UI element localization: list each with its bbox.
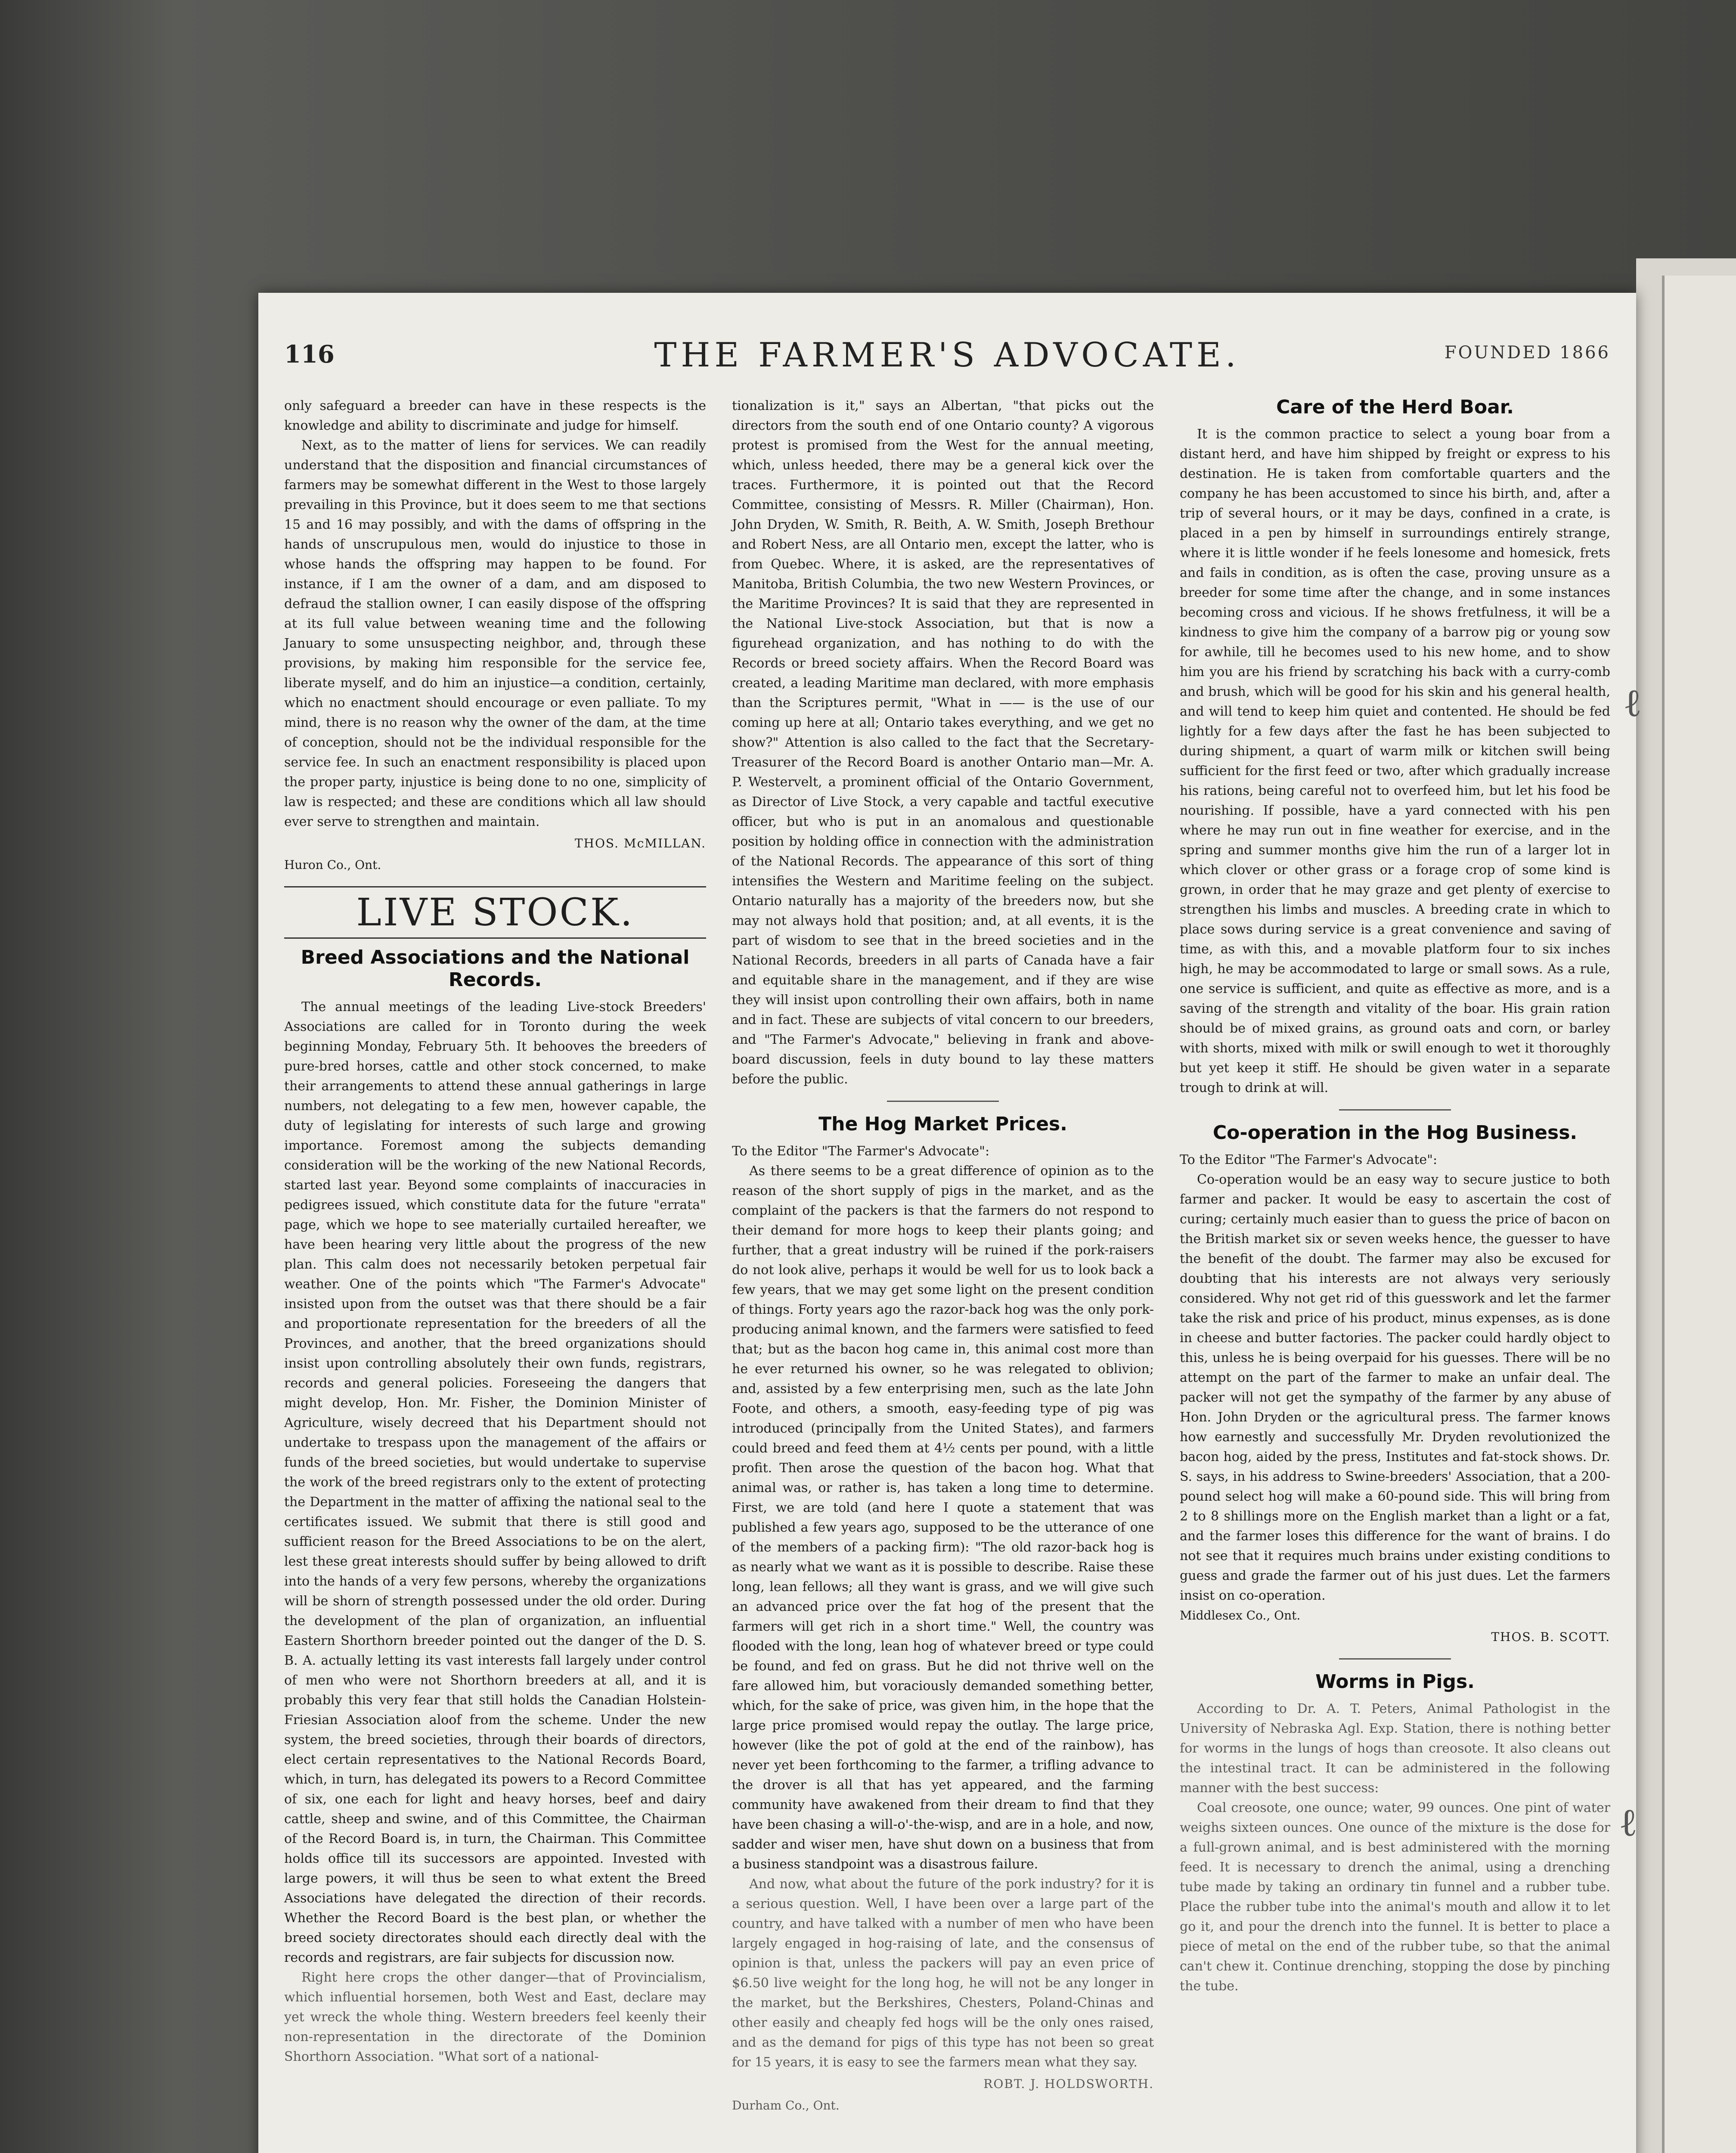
article-heading: Co-operation in the Hog Business. — [1212, 1122, 1578, 1144]
author-signature: THOS. B. SCOTT. — [1491, 1630, 1610, 1644]
author-signature: ROBT. J. HOLDSWORTH. — [983, 2077, 1154, 2091]
article-heading: Care of the Herd Boar. — [1276, 396, 1514, 418]
binding-clip-mark: ℓ — [1623, 680, 1642, 726]
author-signature: THOS. McMILLAN. — [574, 836, 706, 850]
section-divider — [1339, 1109, 1451, 1111]
editor-salutation: To the Editor "The Farmer's Advocate": — [1180, 1152, 1438, 1167]
adjacent-page-edge — [1662, 276, 1736, 2153]
article-paragraph: Co-operation would be an easy way to secure justice to both farmer and packer. It would be easy to ascertain the cost of curing; certainly much easier than to guess the price of bacon on the British market six or seven weeks hence, the guesser to have the benefit of the doubt. The farmer may also be excused for doubting that his interests are not always very seriously considered. Why not get rid of this guesswork and let the farmer take the risk and price of his product, minus expenses, as is done in cheese and butter factories. The packer could hardly object to this, unless he is being overpaid for his guesses. There will be no attempt on the part of the farmer to make an unfair deal. The packer will not get the sympathy of the farmer by any abuse of Hon. John Dryden or the agricultural press. The farmer knows how earnestly and successfully Mr. Dryden revolutionized the bacon hog, aided by the press, Institutes and fat-stock shows. Dr. S. says, in his address to Swine-breeders' Association, that a 200-pound select hog will make a 60-pound side. This will bring from 2 to 8 shillings more on the English market than a light or a fat, and the farmer loses this difference for the want of brains. I do not see that it requires much brains under existing conditions to guess and grade the farmer out of his just dues. Let the farmers insist on co-operation. — [1180, 1172, 1610, 1603]
article-paragraph: Coal creosote, one ounce; water, 99 ounces. One pint of water weighs sixteen ounces. One ounce of the mixture is the dose for a full-grown animal, and is best administered with the morning feed. It is necessary to drench the animal, using a drenching tube made by taking an ordinary tin funnel and a rubber tube. Place the rubber tube into the animal's mouth and allow it to let go it, and pour the drench into the funnel. It is better to place a piece of metal on the end of the rubber tube, so that the animal can't chew it. Continue drenching, stopping the dose by pinching the tube. — [1180, 1800, 1610, 1994]
article-paragraph: According to Dr. A. T. Peters, Animal Pathologist in the University of Nebraska Agl. Exp. Station, there is nothing better for worms in the lungs of hogs than creosote. It also cleans out the intestinal tract. It can be administered in the following manner with the best success: — [1180, 1701, 1610, 1796]
column-1 — [284, 396, 706, 2067]
section-divider — [1339, 1658, 1451, 1660]
article-paragraph: tionalization is it," says an Albertan, "that picks out the directors from the south end of one Ontario county? A vigorous protest is promised from the West for the annual meeting, which, unless heeded, there may be a general kick over the traces. Furthermore, it is pointed out that the Record Committee, consisting of Messrs. R. Miller (Chairman), Hon. John Dryden, W. Smith, R. Beith, A. W. Smith, Joseph Brethour and Robert Ness, are all Ontario men, except the latter, who is from Quebec. Where, it is asked, are the representatives of Manitoba, British Columbia, the two new Western Provinces, or the Maritime Provinces? It is said that they are represented in the National Live-stock Association, but that is now a figurehead organization, and has nothing to do with the Records or breed society affairs. When the Record Board was created, a leading Maritime man declared, with more emphasis than the Scriptures permit, "What in —— is the use of our coming up here at all; Ontario takes everything, and we get no show?" Attention is also called to the fact that the Secretary-Treasurer of the Record Board is another Ontario man—Mr. A. P. Westervelt, a prominent official of the Ontario Government, as Director of Live Stock, a very capable and tactful executive officer, but who is put in an anomalous and questionable position by holding office in connection with the administration of the National Records. The appearance of this sort of thing intensifies the Western and Maritime feeling on the subject. Ontario naturally has a majority of the breeders now, but she may not always hold that position; and, at all events, it is the part of wisdom to see that in the breed societies and in the National Records, breeders in all parts of Canada have a fair and equitable share in the management, and if they are wise they will insist upon controlling their own affairs, both in name and in fact. These are subjects of vital concern to our breeders, and "The Farmer's Advocate," believing in frank and above-board discussion, feels in duty bound to lay these matters before the public. — [732, 398, 1154, 1087]
article-heading: Breed Associations and the National Records. — [301, 946, 690, 991]
newspaper-page — [258, 293, 1636, 2153]
page-header — [284, 336, 1610, 388]
article-paragraph: Right here crops the other danger—that of Provincialism, which influential horsemen, both West and East, declare may yet wreck the whole thing. Western breeders feel keenly their non-representation in the directorate of the Dominion Shorthorn Association. "What sort of a national- — [284, 1970, 706, 2064]
article-paragraph: And now, what about the future of the pork industry? for it is a serious question. Well, I have been over a large part of the country, and have talked with a number of men who have been largely engaged in hog-raising of late, and the consensus of opinion is that, unless the packers will pay an even price of $6.50 live weight for the long hog, he will not be any longer in the market, but the Berkshires, Chesters, Poland-Chinas and other easily and cheaply fed hogs will be the only ones raised, and as the demand for pigs of this type has not been so great for 15 years, it is easy to see the farmers mean what they say. — [732, 1877, 1154, 2070]
editor-salutation: To the Editor "The Farmer's Advocate": — [732, 1144, 990, 1159]
article-heading: The Hog Market Prices. — [818, 1113, 1067, 1135]
column-3 — [1180, 396, 1610, 1996]
article-paragraph: Next, as to the matter of liens for services. We can readily understand that the disposition and financial circumstances of farmers may be somewhat different in the West to those largely prevailing in this Province, but it does seem to me that sections 15 and 16 may possibly, and with the dams of offspring in the hands of unscrupulous men, would do injustice to those in whose hands the offspring may happen to be found. For instance, if I am the owner of a dam, and am disposed to defraud the stallion owner, I can easily dispose of the offspring at its full value between weaning time and the following January to some unsuspecting neighbor, and, through these provisions, by making him responsible for the service fee, liberate myself, and do him an injustice—a condition, certainly, which no enactment should encourage or even palliate. To my mind, there is no reason why the owner of the dam, at the time of conception, should not be the individual responsible for the service fee. In such an enactment responsibility is placed upon the proper party, injustice is being done to no one, simplicity of law is respected; and these are conditions which all law should ever serve to strengthen and maintain. — [284, 438, 706, 829]
binding-clip-mark: ℓ — [1619, 1800, 1638, 1845]
author-location: Middlesex Co., Ont. — [1180, 1608, 1301, 1623]
section-divider — [887, 1101, 999, 1102]
article-paragraph: The annual meetings of the leading Live-stock Breeders' Associations are called for in Toronto during the week beginning Monday, February 5th. It behooves the breeders of pure-bred horses, cattle and other stock concerned, to make their arrangements to attend these annual gatherings in large numbers, not delegating to a few men, however capable, the duty of legislating for interests of such large and growing importance. Foremost among the subjects demanding consideration will be the working of the new National Records, started last year. Beyond some complaints of inaccuracies in pedigrees issued, which constitute data for the future "errata" page, which we hope to see materially curtailed hereafter, we have been hearing very little about the progress of the new plan. This calm does not necessarily betoken perpetual fair weather. One of the points which "The Farmer's Advocate" insisted upon from the outset was that there should be a fair and proportionate representation for the breeders of all the Provinces, and another, that the breed organizations should insist upon controlling absolutely their own funds, registrars, records and general policies. Foreseeing the dangers that might develop, Hon. Mr. Fisher, the Dominion Minister of Agriculture, wisely decreed that his Department should not undertake to trespass upon the management of the affairs or funds of the breed societies, but would undertake to supervise the work of the breed registrars only to the extent of protecting the Department in the matter of affixing the national seal to the certificates issued. We submit that there is still good and sufficient reason for the Breed Associations to be on the alert, lest these great interests should suffer by being allowed to drift into the hands of a very few persons, whereby the organizations will be shorn of strength possessed under the old order. During the development of the plan of organization, an influential Eastern Shorthorn breeder pointed out the danger of the D. S. B. A. actually letting its vast interests fall largely under control of men who were not Shorthorn breeders at all, and it is probably this very fear that still holds the Canadian Holstein-Friesian Association aloof from the scheme. Under the new system, the breed societies, through their boards of directors, elect certain representatives to the National Records Board, which, in turn, has delegated its powers to a Record Committee of six, one each for light and heavy horses, beef and dairy cattle, sheep and swine, and of this Committee, the Chairman of the Record Board is, in turn, the Chairman. This Committee holds office till its successors are appointed. Invested with large powers, it will thus be seen to what extent the Breed Associations have delegated the direction of their records. Whether the Record Board is the best plan, or whether the breed society directorates should each directly deal with the records and registrars, are fair subjects for discussion now. — [284, 999, 706, 1965]
section-banner: LIVE STOCK. — [284, 886, 706, 939]
article-heading: Worms in Pigs. — [1315, 1671, 1475, 1693]
founded-label: FOUNDED 1866 — [1444, 343, 1610, 363]
author-location: Huron Co., Ont. — [284, 858, 381, 872]
article-paragraph: As there seems to be a great difference of opinion as to the reason of the short supply of pigs in the market, and as the complaint of the packers is that the farmers do not respond to their demand for more hogs to keep their plants going; and further, that a great industry will be ruined if the pork-raisers do not look alive, perhaps it would be well for us to look back a few years, that we may get some light on the present condition of things. Forty years ago the razor-back hog was the only pork-producing animal known, and the farmers were satisfied to feed that; but as the bacon hog came in, this animal cost more than he ever returned his owner, so he was relegated to oblivion; and, assisted by a few enterprising men, such as the late John Foote, and others, a smooth, easy-feeding type of pig was introduced (principally from the United States), and farmers could breed and feed them at 4½ cents per pound, with a little profit. Then arose the question of the bacon hog. What that animal was, or rather is, has taken a long time to determine. First, we are told (and here I quote a statement that was published a few years ago, supposed to be the utterance of one of the members of a packing firm): "The old razor-back hog is as nearly what we want as it is possible to describe. Raise these long, lean fellows; all they want is grass, and we will give such an advanced price over the fat hog of the present that the farmers will get rich in a short time." Well, the country was flooded with the long, lean hog of whatever breed or type could be found, and fed on grass. But he did not thrive well on the fare allowed him, but voraciously demanded something better, which, for the sake of price, was given him, in the hope that the large price promised would repay the outlay. The large price, however (like the pot of gold at the end of the rainbow), has never yet been forthcoming to the farmer, a trifling advance to the drover is all that has yet appeared, and the farming community have awakened from their dream to find that they have been chasing a will-o'-the-wisp, and are in a hole, and now, sadder and wiser men, have shut down on a business that from a business standpoint was a disastrous failure. — [732, 1163, 1154, 1872]
article-paragraph: It is the common practice to select a young boar from a distant herd, and have him shipped by freight or express to his destination. He is taken from comfortable quarters and the company he has been accustomed to since his birth, and, after a trip of several hours, or it may be days, confined in a crate, is placed in a pen by himself in surroundings entirely strange, where it is little wonder if he feels lonesome and homesick, frets and fails in condition, as is often the case, proving unsure as a breeder for some time after the change, and in some instances becoming cross and vicious. If he shows fretfulness, it will be a kindness to give him the company of a barrow pig or young sow for awhile, till he becomes used to his new home, and to show him you are his friend by scratching his back with a curry-comb and brush, which will be good for his skin and his general health, and will tend to keep him quiet and contented. He should be fed lightly for a few days after the fast he has been subjected to during shipment, a quart of warm milk or kitchen swill being sufficient for the first feed or two, after which gradually increase his rations, being careful not to overfeed him, but let his food be nourishing. If possible, have a yard connected with his pen where he may run out in fine weather for exercise, and in the spring and summer months give him the run of a larger lot in which clover or other grass or a forage crop of some kind is grown, in order that he may graze and get plenty of exercise to strengthen his limbs and muscles. A breeding crate in which to place sows during service is a great convenience and saving of time, as with this, and a movable platform four to six inches high, he may be accommodated to large or small sows. As a rule, one service is sufficient, and quite as effective as more, and is a saving of the strength and vitality of the boar. His grain ration should be of mixed grains, as ground oats and corn, or barley with shorts, mixed with milk or swill enough to wet it thoroughly but yet keep it stiff. He should be given water in a separate trough to drink at will. — [1180, 427, 1610, 1095]
author-location: Durham Co., Ont. — [732, 2098, 840, 2113]
article-paragraph: only safeguard a breeder can have in these respects is the knowledge and ability to discriminate and judge for himself. — [284, 398, 706, 433]
page-number: 116 — [284, 340, 335, 369]
column-2 — [732, 396, 1154, 2116]
journal-title: THE FARMER'S ADVOCATE. — [654, 336, 1240, 375]
